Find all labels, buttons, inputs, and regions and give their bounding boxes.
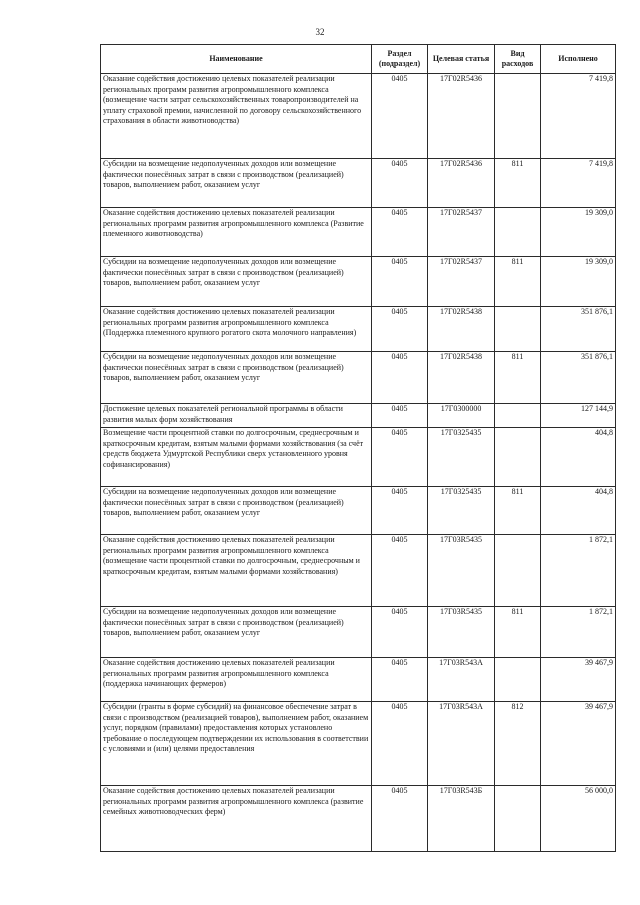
cell-section: 0405 <box>372 658 428 702</box>
cell-section: 0405 <box>372 74 428 159</box>
cell-executed: 351 876,1 <box>541 307 616 352</box>
table-row <box>101 786 616 852</box>
cell-type: 811 <box>495 607 541 658</box>
cell-executed: 404,8 <box>541 487 616 535</box>
cell-executed: 39 467,9 <box>541 702 616 786</box>
cell-section: 0405 <box>372 257 428 307</box>
table-row <box>101 702 616 786</box>
table-row <box>101 607 616 658</box>
cell-name: Оказание содействия достижению целевых показателей реализации региональных программ развития агропромышленного комплекса (Развитие племенного животноводства) <box>101 208 372 257</box>
cell-name: Оказание содействия достижению целевых показателей реализации региональных программ развития агропромышленного комплекса (развитие семейных животноводческих ферм) <box>101 786 372 852</box>
cell-article: 17Г03R543А <box>428 658 495 702</box>
cell-name: Субсидии на возмещение недополученных доходов или возмещение фактически понесённых затрат в связи с производством (реализацией) товаров, выполнением работ, оказанием услуг <box>101 607 372 658</box>
table-row <box>101 404 616 428</box>
cell-type: 811 <box>495 487 541 535</box>
header-type: Вид расходов <box>495 45 541 74</box>
cell-executed: 56 000,0 <box>541 786 616 852</box>
cell-section: 0405 <box>372 786 428 852</box>
cell-article: 17Г02R5438 <box>428 352 495 404</box>
cell-name: Субсидии на возмещение недополученных доходов или возмещение фактически понесённых затрат в связи с производством (реализацией) товаров, выполнением работ, оказанием услуг <box>101 257 372 307</box>
cell-type <box>495 404 541 428</box>
cell-name: Оказание содействия достижению целевых показателей реализации региональных программ развития агропромышленного комплекса (возмещение части процентной ставки по долгосрочным, среднесрочным и краткосрочным кредитам, взятым малыми формами хозяйствования) <box>101 535 372 607</box>
cell-article: 17Г02R5437 <box>428 208 495 257</box>
table-row <box>101 658 616 702</box>
cell-executed: 127 144,9 <box>541 404 616 428</box>
cell-article: 17Г0325435 <box>428 428 495 487</box>
cell-section: 0405 <box>372 404 428 428</box>
cell-article: 17Г03R5435 <box>428 535 495 607</box>
cell-executed: 351 876,1 <box>541 352 616 404</box>
cell-section: 0405 <box>372 208 428 257</box>
cell-type <box>495 208 541 257</box>
cell-article: 17Г02R5437 <box>428 257 495 307</box>
cell-name: Оказание содействия достижению целевых показателей реализации региональных программ развития агропромышленного комплекса (Поддержка племенного крупного рогатого скота молочного направления) <box>101 307 372 352</box>
cell-name: Возмещение части процентной ставки по долгосрочным, среднесрочным и краткосрочным кредитам, взятым малыми формами хозяйствования (за счёт средств бюджета Удмуртской Республики сверх установленного уровня софинансирования) <box>101 428 372 487</box>
budget-table <box>100 44 616 852</box>
cell-type: 811 <box>495 257 541 307</box>
cell-type <box>495 786 541 852</box>
cell-type <box>495 535 541 607</box>
cell-section: 0405 <box>372 159 428 208</box>
table-row <box>101 535 616 607</box>
header-section: Раздел (подраздел) <box>372 45 428 74</box>
cell-name: Субсидии на возмещение недополученных доходов или возмещение фактически понесённых затрат в связи с производством (реализацией) товаров, выполнением работ, оказанием услуг <box>101 352 372 404</box>
cell-section: 0405 <box>372 428 428 487</box>
cell-executed: 7 419,8 <box>541 74 616 159</box>
header-row <box>101 45 616 74</box>
cell-type: 811 <box>495 159 541 208</box>
cell-executed: 7 419,8 <box>541 159 616 208</box>
table-row <box>101 208 616 257</box>
cell-article: 17Г0300000 <box>428 404 495 428</box>
cell-article: 17Г02R5438 <box>428 307 495 352</box>
header-executed: Исполнено <box>541 45 616 74</box>
cell-article: 17Г02R5436 <box>428 74 495 159</box>
table-row <box>101 352 616 404</box>
table-row <box>101 307 616 352</box>
cell-executed: 19 309,0 <box>541 208 616 257</box>
cell-section: 0405 <box>372 352 428 404</box>
table-row <box>101 487 616 535</box>
cell-name: Оказание содействия достижению целевых показателей реализации региональных программ развития агропромышленного комплекса (возмещение части затрат сельскохозяйственных товаропроизводителей на уплату страховой премии, начисленной по договору сельскохозяйственного страхования в области животноводства) <box>101 74 372 159</box>
table-row <box>101 159 616 208</box>
cell-article: 17Г03R543Б <box>428 786 495 852</box>
cell-article: 17Г03R5435 <box>428 607 495 658</box>
cell-executed: 404,8 <box>541 428 616 487</box>
cell-type: 812 <box>495 702 541 786</box>
cell-article: 17Г03R543А <box>428 702 495 786</box>
cell-section: 0405 <box>372 487 428 535</box>
cell-type <box>495 658 541 702</box>
table-header <box>101 45 616 74</box>
cell-name: Оказание содействия достижению целевых показателей реализации региональных программ развития агропромышленного комплекса (поддержка начинающих фермеров) <box>101 658 372 702</box>
table-body <box>101 74 616 852</box>
header-name: Наименование <box>101 45 372 74</box>
cell-executed: 19 309,0 <box>541 257 616 307</box>
cell-type <box>495 428 541 487</box>
header-article: Целевая статья <box>428 45 495 74</box>
cell-type: 811 <box>495 352 541 404</box>
cell-name: Субсидии на возмещение недополученных доходов или возмещение фактически понесённых затрат в связи с производством (реализацией) товаров, выполнением работ, оказанием услуг <box>101 159 372 208</box>
cell-name: Субсидии на возмещение недополученных доходов или возмещение фактически понесённых затрат в связи с производством (реализацией) товаров, выполнением работ, оказанием услуг <box>101 487 372 535</box>
table-row <box>101 428 616 487</box>
cell-name: Достижение целевых показателей региональной программы в области развития малых форм хозяйствования <box>101 404 372 428</box>
cell-article: 17Г02R5436 <box>428 159 495 208</box>
cell-executed: 1 872,1 <box>541 535 616 607</box>
cell-executed: 39 467,9 <box>541 658 616 702</box>
page-number: 32 <box>315 27 325 37</box>
cell-section: 0405 <box>372 607 428 658</box>
table-row <box>101 257 616 307</box>
cell-type <box>495 307 541 352</box>
cell-name: Субсидии (гранты в форме субсидий) на финансовое обеспечение затрат в связи с производством (реализацией товаров), выполнением работ, оказанием услуг, порядком (правилами) предоставления которых установлено требование о последующем подтверждении их использования в соответствии с условиями и (или) целями предоставления <box>101 702 372 786</box>
cell-executed: 1 872,1 <box>541 607 616 658</box>
cell-section: 0405 <box>372 535 428 607</box>
cell-type <box>495 74 541 159</box>
table-row <box>101 74 616 159</box>
cell-section: 0405 <box>372 307 428 352</box>
cell-section: 0405 <box>372 702 428 786</box>
cell-article: 17Г0325435 <box>428 487 495 535</box>
